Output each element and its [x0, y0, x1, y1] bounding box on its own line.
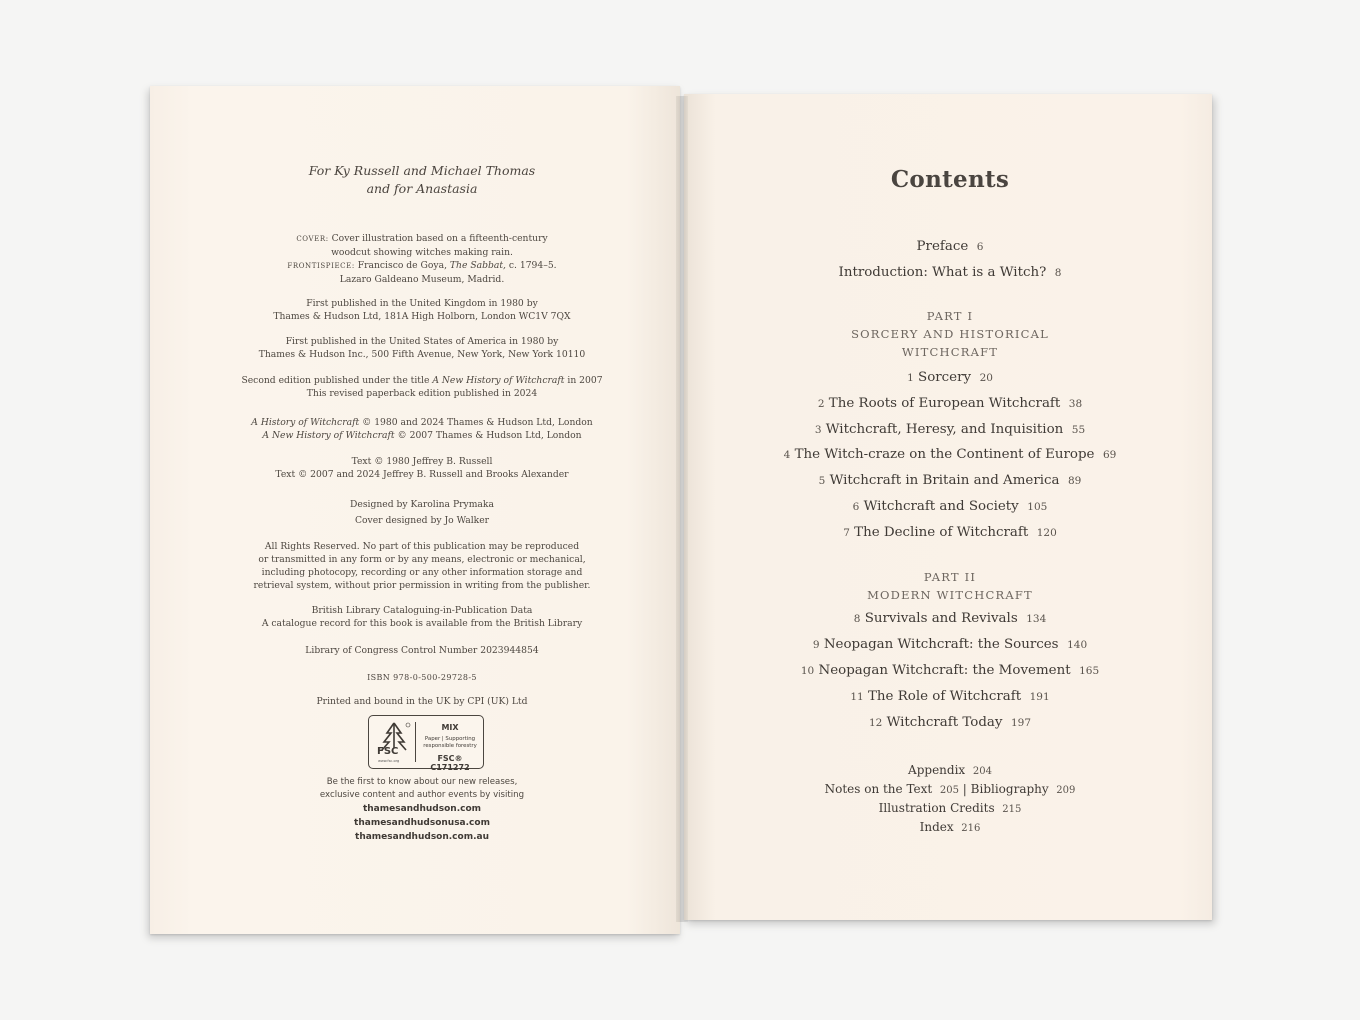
toc-entry: 9 Neopagan Witchcraft: the Sources 140 — [812, 637, 1088, 652]
us-publication: First published in the United States of America in 1980 by Thames & Hudson Inc., 500 Fifth Avenue, New York, New York 10110 — [258, 336, 586, 360]
toc-entry: 12 Witchcraft Today 197 — [868, 715, 1032, 730]
isbn: ISBN 978-0-500-29728-5 — [367, 673, 477, 682]
toc-entry: Introduction: What is a Witch? 8 — [838, 265, 1062, 280]
url-us: thamesandhudsonusa.com — [354, 818, 490, 828]
toc-entry: Preface 6 — [916, 239, 984, 254]
text-copyright: Text © 1980 Jeffrey B. Russell Text © 2007 and 2024 Jeffrey B. Russell and Brooks Alexander — [275, 456, 569, 480]
title-copyright: A History of Witchcraft © 1980 and 2024 Thames & Hudson Ltd, London A New History of Witchcraft © 2007 Thames & Hudson Ltd, London — [251, 417, 593, 441]
url-au: thamesandhudson.com.au — [355, 832, 489, 842]
fsc-code: FSC® C171272 — [430, 754, 470, 772]
fsc-line-2: responsible forestry — [423, 743, 477, 749]
loc-number: Library of Congress Control Number 2023944854 — [305, 645, 539, 656]
part-1-heading: PART I SORCERY AND HISTORICAL WITCHCRAFT — [851, 309, 1049, 359]
toc-entry: 7 The Decline of Witchcraft 120 — [843, 525, 1057, 540]
toc-notes-bibliography: Notes on the Text 205 | Bibliography 209 — [824, 782, 1076, 796]
fsc-logo — [368, 715, 484, 772]
design-credits: Designed by Karolina Prymaka Cover designed by Jo Walker — [350, 499, 494, 526]
printer: Printed and bound in the UK by CPI (UK) Ltd — [316, 696, 528, 707]
url-uk: thamesandhudson.com — [362, 804, 482, 814]
part-2-heading: PART II MODERN WITCHCRAFT — [867, 570, 1033, 602]
toc-entry: 1 Sorcery 20 — [907, 370, 993, 385]
toc-appendix: Appendix 204 — [908, 763, 992, 777]
fsc-mix: MIX — [441, 723, 459, 732]
publisher-urls — [150, 802, 694, 844]
toc-entry: 11 The Role of Witchcraft 191 — [850, 689, 1050, 704]
cataloguing-data: British Library Cataloguing-in-Publication Data A catalogue record for this book is available from the British Library — [261, 605, 583, 629]
rights-notice: All Rights Reserved. No part of this publication may be reproduced or transmitted in any form or by any means, electronic or mechanical, including photocopy, recording or any other information storage and retrieval system, without prior permission in writing from the publisher. — [253, 541, 591, 591]
toc-illustration-credits: Illustration Credits 215 — [878, 801, 1022, 815]
fsc-line-1: Paper | Supporting — [424, 736, 476, 742]
promo-text: Be the first to know about our new releases, exclusive content and author events by visiting — [319, 777, 525, 800]
fsc-divider — [415, 722, 416, 762]
second-edition: Second edition published under the title A New History of Witchcraft in 2007 This revised paperback edition published in 2024 — [241, 375, 603, 399]
toc-entry: 4 The Witch-craze on the Continent of Europe 69 — [783, 447, 1117, 462]
fsc-url: www.fsc.org — [378, 759, 400, 763]
cover-credit: COVER: Cover illustration based on a fifteenth-century woodcut showing witches making rain. FRONTISPIECE: Francisco de Goya, The Sabbat, c. 1794–5. Lazaro Galdeano Museum, Madrid. — [150, 232, 694, 286]
toc-entry: 3 Witchcraft, Heresy, and Inquisition 55 — [814, 422, 1086, 437]
fsc-mark: FSC — [377, 746, 399, 757]
uk-publication: First published in the United Kingdom in 1980 by Thames & Hudson Ltd, 181A High Holborn, London WC1V 7QX — [273, 298, 571, 322]
contents-title: Contents — [890, 166, 1010, 193]
toc-entry: 8 Survivals and Revivals 134 — [853, 611, 1047, 626]
toc-entry: 6 Witchcraft and Society 105 — [852, 499, 1048, 514]
fsc-tree-icon — [375, 720, 413, 764]
frontispiece-credit: FRONTISPIECE: Francisco de Goya, The Sabbat, c. 1794–5. — [287, 260, 557, 271]
toc-index: Index 216 — [919, 820, 981, 834]
toc-entry: 2 The Roots of European Witchcraft 38 — [817, 396, 1083, 411]
dedication: For Ky Russell and Michael Thomas and for Anastasia — [308, 163, 536, 196]
toc-entry: 5 Witchcraft in Britain and America 89 — [818, 473, 1082, 488]
toc-entry: 10 Neopagan Witchcraft: the Movement 165 — [800, 663, 1100, 678]
